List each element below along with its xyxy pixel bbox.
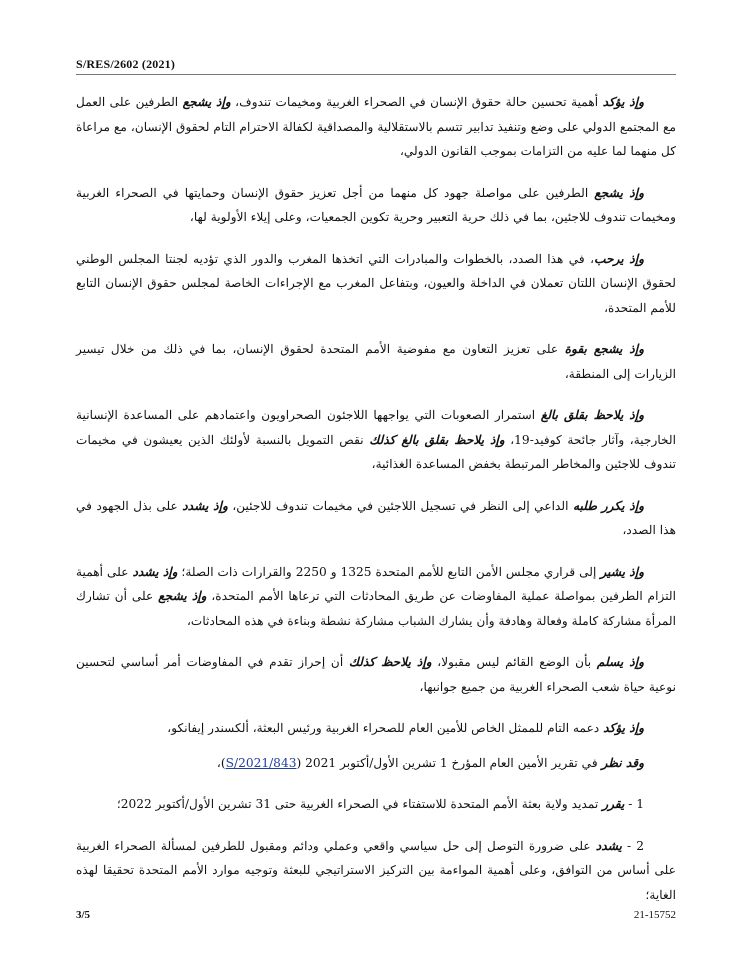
lead-phrase: وإذ يكرر طلبه [572, 498, 644, 513]
lead-phrase: وإذ يشجع بقوة [564, 342, 644, 356]
paragraph-text: 2 - [621, 838, 644, 853]
paragraph-text: 1 - [624, 797, 644, 811]
paragraph [76, 834, 676, 908]
lead-phrase: يقرر [602, 797, 625, 811]
paragraph-text: تمديد ولاية بعثة الأمم المتحدة للاستفتاء في الصحراء الغربية حتى 31 تشرين الأول/أكتوبر 2022؛ [116, 797, 603, 811]
lead-phrase: وإذ يسلم [596, 655, 644, 669]
lead-phrase: وقد نظر [601, 755, 644, 770]
lead-phrase: وإذ يشير [600, 564, 645, 579]
paragraph [76, 650, 676, 699]
paragraph-text: أهمية تحسين حالة حقوق الإنسان في الصحراء الغربية ومخيمات تندوف، [230, 95, 603, 109]
paragraph [76, 90, 676, 164]
paragraph-text: الطرفين على مواصلة جهود كل منهما من أجل تعزيز حقوق الإنسان وحمايتها في الصحراء الغربية ومخيمات تندوف للاجئين، بما في ذلك حرية التعبير وحرية تكوين الجمعيات، وعلى إيلاء الأولوية لها، [76, 185, 676, 224]
paragraph [76, 494, 676, 543]
paragraph-text: ، في هذا الصدد، بالخطوات والمبادرات التي اتخذها المغرب والدور الذي تؤديه لجنتا المجلس الوطني لحقوق الإنسان اللتان تعملان في الداخلة والعيون، وبتفاعل المغرب مع الإجراءات الخاصة لمجلس حقوق الإنسان التابع للأمم المتحدة، [76, 251, 676, 315]
paragraph [76, 247, 676, 321]
paragraph [76, 337, 676, 386]
paragraph-text: الطرفين على العمل مع المجتمع الدولي على وضع وتنفيذ تدابير تتسم بالاستقلالية والمصداقية لكفالة الاحترام التام لحقوق الإنسان، مع مراعاة كل منهما لما عليه من التزامات بموجب القانون الدولي، [76, 95, 676, 158]
page-number: 3/5 [76, 909, 91, 921]
lead-phrase: وإذ يشجع [594, 185, 645, 200]
resolution-body [76, 90, 676, 924]
lead-phrase: وإذ يشدد [182, 498, 228, 513]
paragraph [76, 181, 676, 230]
paragraph-text: دعمه التام للممثل الخاص للأمين العام للصحراء الغربية ورئيس البعثة، ألكسندر إيفانكو، [167, 721, 604, 735]
lead-phrase: وإذ يشدد [132, 564, 178, 579]
paragraph-text: )، [216, 755, 226, 770]
document-symbol: S/RES/2602 (2021) [76, 57, 176, 71]
paragraph [76, 751, 676, 776]
paragraph-text: على بذل الجهود في هذا الصدد، [76, 498, 676, 537]
document-link[interactable]: S/2021/843 [225, 755, 297, 770]
paragraph-text: أن إحراز تقدم في المفاوضات أمر أساسي لتحسين نوعية حياة شعب الصحراء الغربية من جميع جوانبها، [76, 655, 676, 694]
paragraph-text: على أهمية التزام الطرفين بمواصلة عملية المفاوضات عن طريق المحادثات التي ترعاها الأمم المتحدة، [76, 564, 676, 603]
document-code: 21-15752 [633, 909, 676, 921]
paragraph [76, 792, 676, 817]
paragraph [76, 560, 676, 634]
paragraph-text: الداعي إلى النظر في تسجيل اللاجئين في مخيمات تندوف للاجئين، [227, 498, 573, 513]
lead-phrase: وإذ يلاحظ كذلك [348, 655, 432, 669]
paragraph-text: استمرار الصعوبات التي يواجهها اللاجئون الصحراويون واعتمادهم على المساعدة الإنسانية الخارجية، وآثار جائحة كوفيد-19، [76, 408, 677, 447]
paragraph [76, 403, 676, 477]
header-divider [76, 74, 676, 75]
paragraph [76, 716, 676, 741]
lead-phrase: وإذ يؤكد [602, 95, 644, 109]
lead-phrase: وإذ يشجع [158, 589, 207, 603]
lead-phrase: وإذ يلاحظ بقلق بالغ [540, 408, 644, 422]
paragraph-text: على ضرورة التوصل إلى حل سياسي واقعي وعملي ودائم ومقبول للطرفين لمسألة الصحراء الغربية على أساس من التوافق، وعلى أهمية المواءمة بين التركيز الاستراتيجي للبعثة وتوجيه موارد الأمم المتحدة تحقيقا لهذه الغاية؛ [76, 838, 676, 902]
paragraph-text: على تعزيز التعاون مع مفوضية الأمم المتحدة لحقوق الإنسان، بما في ذلك من خلال تيسير الزيارات إلى المنطقة، [76, 342, 676, 381]
lead-phrase: يشدد [595, 838, 622, 853]
paragraph-text: بأن الوضع القائم ليس مقبولا، [431, 655, 597, 669]
lead-phrase: وإذ يشجع [182, 95, 231, 109]
paragraph-text: نقص التمويل بالنسبة لأولئك الذين يعيشون في مخيمات تندوف للاجئين والمخاطر المرتبطة بخفض المساعدة الغذائية، [76, 432, 676, 471]
paragraph-text: إلى قراري مجلس الأمن التابع للأمم المتحدة 1325 و 2250 والقرارات ذات الصلة؛ [177, 564, 601, 579]
paragraph-text: في تقرير الأمين العام المؤرخ 1 تشرين الأول/أكتوبر 2021 ( [296, 755, 602, 770]
lead-phrase: وإذ يرحب [594, 251, 644, 266]
paragraph-text: على أن تشارك المرأة مشاركة كاملة وفعالة وهادفة وأن يشارك الشباب مشاركة نشطة وبناءة في هذه المحادثات، [76, 589, 676, 628]
lead-phrase: وإذ يلاحظ بقلق بالغ كذلك [369, 432, 505, 447]
lead-phrase: وإذ يؤكد [603, 721, 644, 735]
